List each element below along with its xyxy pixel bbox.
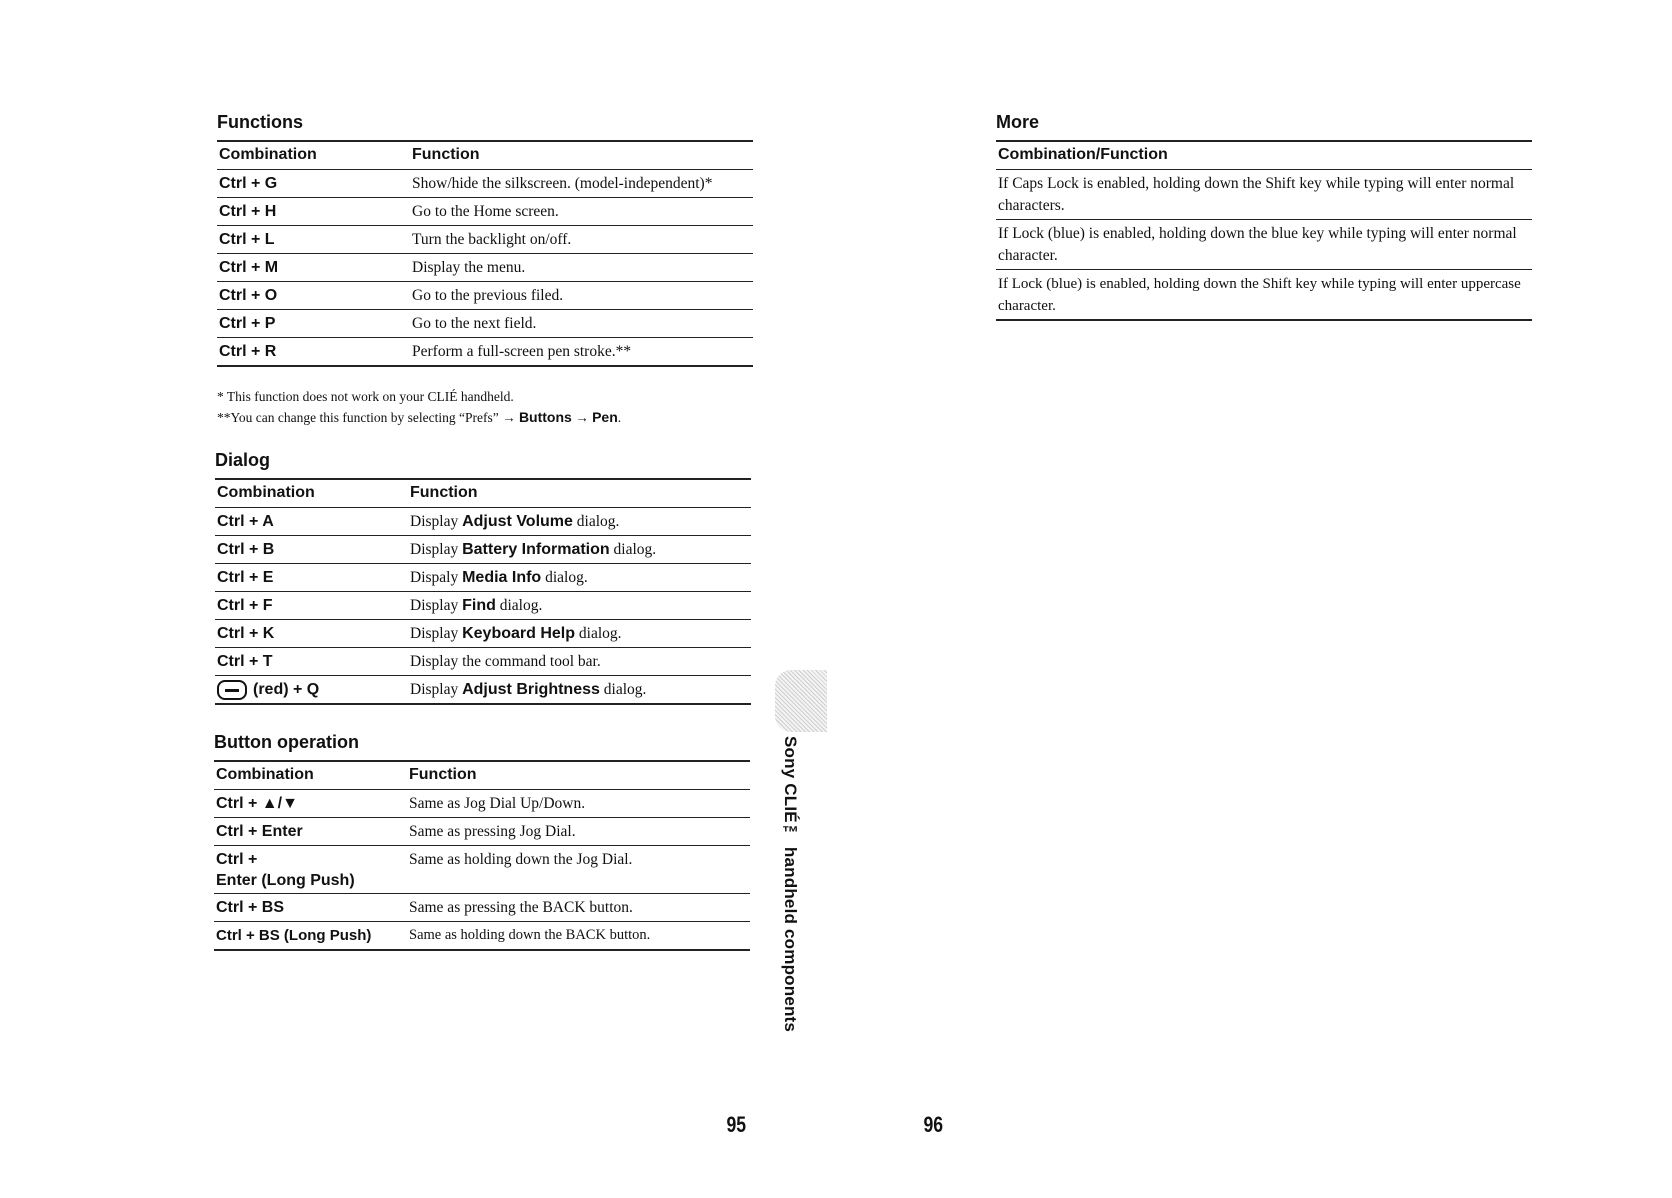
table-row — [217, 254, 753, 282]
function-cell — [408, 620, 751, 648]
table-row — [217, 310, 753, 338]
table-row — [214, 790, 750, 818]
more-header: Combination/Function — [996, 141, 1532, 170]
page-number-right: 96 — [923, 1112, 944, 1137]
function-cell — [408, 592, 751, 620]
table-row — [215, 620, 751, 648]
table-row — [217, 226, 753, 254]
table-row — [215, 508, 751, 536]
table-row — [214, 894, 750, 922]
combo-cell: Ctrl + A — [215, 508, 408, 536]
combo-cell: Ctrl + F — [215, 592, 408, 620]
function-text: Display — [410, 597, 463, 614]
function-cell: Perform a full-screen pen stroke.** — [410, 338, 753, 367]
combo-cell: Ctrl + H — [217, 198, 410, 226]
combo-cell: Ctrl + K — [215, 620, 408, 648]
table-row — [215, 676, 751, 705]
function-bold: Battery Information — [462, 541, 610, 558]
table-row — [217, 198, 753, 226]
function-text: dialog. — [609, 541, 657, 558]
combo-cell: Ctrl + P — [217, 310, 410, 338]
table-row — [214, 922, 750, 951]
dialog-title: Dialog — [215, 450, 271, 470]
table-row — [996, 270, 1532, 321]
table-row — [217, 338, 753, 367]
function-text: dialog. — [541, 569, 588, 586]
dialog-header-function: Function — [408, 479, 751, 508]
function-text: dialog. — [495, 597, 543, 614]
function-text: Display — [410, 681, 463, 698]
combo-cell: Ctrl + O — [217, 282, 410, 310]
table-row — [217, 282, 753, 310]
function-bold: Keyboard Help — [462, 625, 576, 642]
combo-cell: Ctrl + G — [217, 170, 410, 198]
table-row — [215, 536, 751, 564]
combo-cell: Ctrl + E — [215, 564, 408, 592]
function-text: dialog. — [575, 625, 622, 642]
dialog-header-combination: Combination — [215, 479, 408, 508]
function-cell: Go to the previous filed. — [410, 282, 753, 310]
function-cell — [408, 676, 751, 705]
function-cell: Same as pressing Jog Dial. — [407, 818, 750, 846]
function-cell: Go to the Home screen. — [410, 198, 753, 226]
more-table — [996, 140, 1532, 321]
page-number-left: 95 — [726, 1112, 747, 1137]
function-cell — [408, 564, 751, 592]
button-operation-title: Button operation — [214, 732, 359, 752]
function-text: dialog. — [572, 513, 620, 530]
function-cell: Same as Jog Dial Up/Down. — [407, 790, 750, 818]
table-row — [215, 648, 751, 676]
function-cell — [408, 508, 751, 536]
red-minus-key-icon — [217, 680, 247, 700]
arrow-icon: → — [575, 410, 589, 425]
side-chapter-label: Sony CLIÉ™ handheld components — [781, 736, 800, 1033]
combo-cell: Ctrl + M — [217, 254, 410, 282]
function-bold: Media Info — [462, 569, 542, 586]
more-cell: If Lock (blue) is enabled, holding down the Shift key while typing will enter uppercase character. — [996, 270, 1532, 321]
functions-table — [217, 140, 753, 367]
combo-cell: Ctrl + BS — [214, 894, 407, 922]
button-operation-table — [214, 760, 750, 951]
footnote-2 — [217, 407, 753, 428]
table-row — [996, 220, 1532, 270]
button-operation-header-function: Function — [407, 761, 750, 790]
table-row — [215, 564, 751, 592]
function-text: Display — [410, 625, 463, 642]
function-cell: Same as holding down the BACK button. — [407, 922, 750, 951]
footnote-1: * This function does not work on your CLIÉ handheld. — [217, 389, 514, 404]
more-cell: If Lock (blue) is enabled, holding down the blue key while typing will enter normal character. — [996, 220, 1532, 270]
function-cell: Display the menu. — [410, 254, 753, 282]
combo-cell — [214, 846, 407, 894]
function-bold: Adjust Brightness — [462, 681, 600, 698]
footnote-2-end: . — [617, 410, 622, 425]
table-row — [996, 170, 1532, 220]
function-cell: Same as holding down the Jog Dial. — [407, 846, 750, 894]
functions-title: Functions — [217, 112, 303, 132]
table-row — [217, 170, 753, 198]
functions-footnotes — [217, 387, 753, 428]
function-bold: Adjust Volume — [462, 513, 573, 530]
function-text: Dispaly — [410, 569, 463, 586]
dialog-section — [215, 448, 751, 705]
button-operation-section — [214, 730, 750, 951]
function-cell: Show/hide the silkscreen. (model-independent)* — [410, 170, 753, 198]
dialog-table — [215, 478, 751, 705]
table-row — [214, 846, 750, 894]
combo-line-1: Ctrl + — [216, 851, 258, 868]
function-cell: Same as pressing the BACK button. — [407, 894, 750, 922]
table-row — [214, 818, 750, 846]
more-cell: If Caps Lock is enabled, holding down the Shift key while typing will enter normal characters. — [996, 170, 1532, 220]
function-cell: Turn the backlight on/off. — [410, 226, 753, 254]
button-operation-header-combination: Combination — [214, 761, 407, 790]
more-section — [996, 110, 1532, 321]
more-title: More — [996, 112, 1040, 132]
footnote-2-text: **You can change this function by selecting “Prefs” — [217, 410, 503, 425]
functions-header-function: Function — [410, 141, 753, 170]
functions-header-combination: Combination — [217, 141, 410, 170]
side-tab-marker — [775, 670, 827, 732]
combo-cell — [215, 676, 408, 705]
function-bold: Find — [462, 597, 496, 614]
combo-cell: Ctrl + R — [217, 338, 410, 367]
function-cell: Go to the next field. — [410, 310, 753, 338]
combo-cell: Ctrl + T — [215, 648, 408, 676]
combo-line-2: Enter (Long Push) — [216, 872, 355, 889]
function-text: dialog. — [599, 681, 647, 698]
combo-cell: Ctrl + B — [215, 536, 408, 564]
combo-cell: Ctrl + BS (Long Push) — [214, 922, 407, 951]
footnote-2-bold-buttons: Buttons — [518, 409, 572, 425]
function-cell — [408, 648, 751, 676]
function-cell — [408, 536, 751, 564]
functions-section — [217, 110, 753, 428]
footnote-2-bold-pen: Pen — [592, 409, 618, 425]
combo-cell: Ctrl + Enter — [214, 818, 407, 846]
combo-text: (red) + Q — [253, 681, 320, 698]
arrow-icon: → — [502, 410, 516, 425]
function-text: Display — [410, 541, 463, 558]
function-text: Display — [410, 513, 463, 530]
table-row — [215, 592, 751, 620]
function-text: Display the command tool bar. — [410, 653, 601, 670]
combo-cell: Ctrl + ▲/▼ — [214, 790, 407, 818]
combo-cell: Ctrl + L — [217, 226, 410, 254]
